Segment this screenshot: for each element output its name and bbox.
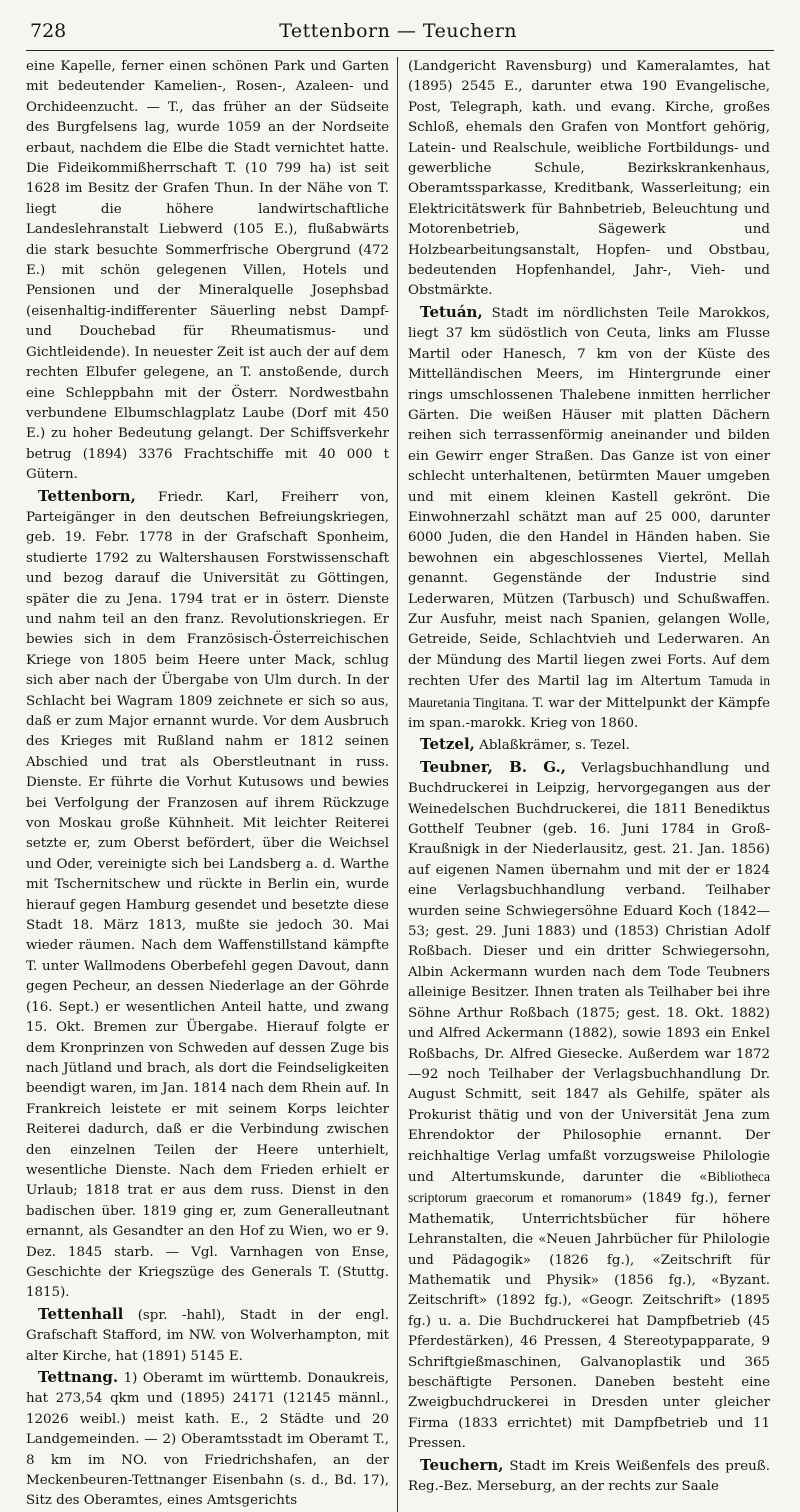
entry-body: » (1849 fg.), ferner Mathematik, Unterrichtsbücher für höhere Lehranstalten, die «Neuen Jahrbücher für Philologie und Pädagogik» (1826 fg.), «Zeitschrift für Mathematik und Physik» (1856 fg.), «Byzant. Zeitschrift» (1892 fg.), «Geogr. Zeitschrift» (1895 fg.) u. a. Die Buchdruckerei hat Dampfbetrieb (45 Pferdestärken), 46 Pressen, 4 Stereotypapparate, 9 Schriftgießmaschinen, Galvanoplastik und 365 beschäftigte Personen. Daneben besteht eine Zweigbuchdruckerei in Dresden unter gleicher Firma (1833 errichtet) mit Dampfbetrieb und 11 Pressen. (408, 1191, 770, 1452)
entry-body: Stadt im Kreis Weißenfels des preuß. Reg.-Bez. Merseburg, an der rechts zur Saale (408, 1458, 770, 1495)
headword-tettnang: Tettnang. (38, 1368, 119, 1386)
headword-tettenborn: Tettenborn, (38, 486, 136, 505)
entry-teuchern (408, 1455, 770, 1498)
entry-tettenborn (26, 486, 389, 1304)
entry-teubner (408, 757, 770, 1455)
entry-body: 1) Oberamt im württemb. Donaukreis, hat 273,54 qkm und (1895) 24171 (12145 männl., 12026 weibl.) meist kath. E., 2 Städte und 20 Landgemeinden. — 2) Oberamtsstadt im Oberamt T., 8 km im NO. von Friedrichshafen, an der Meckenbeuren-Tettnanger Eisenbahn (s. d., Bd. 17), Sitz des Oberamtes, eines Amtsgerichts (26, 1371, 389, 1509)
entry-tettenhall (26, 1304, 389, 1367)
entry-continuation: eine Kapelle, ferner einen schönen Park und Garten mit bedeutender Kamelien-, Rosen-, Azaleen- und Orchideenzucht. — T., das früher an der Südseite des Burgfelsens lag, wurde 1059 an der Nordseite erbaut, nachdem die Elbe die Stadt vernichtet hatte. Die Fideikommißherrschaft T. (10 799 ha) ist seit 1628 im Besitz der Grafen Thun. In der Nähe von T. liegt die höhere landwirtschaftliche Landeslehranstalt Liebwerd (105 E.), flußabwärts die stark besuchte Sommerfrische Obergrund (472 E.) mit schön gelegenen Villen, Hotels und Pensionen und der Mineralquelle Josephsbad (eisenhaltig-indifferenter Säuerling nebst Dampf- und Douchebad für Rheumatismus- und Gichtleidende). In neuester Zeit ist auch der auf dem rechten Elbufer gelegene, an T. anstoßende, durch eine Schleppbahn mit der Österr. Nordwestbahn verbundene Elbumschlagplatz Laube (Dorf mit 450 E.) zu hoher Bedeutung gelangt. Der Schiffsverkehr betrug (1894) 3376 Frachtschiffe mit 40 000 t Gütern. (26, 59, 389, 483)
entry-continuation: (Landgericht Ravensburg) und Kameralamtes, hat (1895) 2545 E., darunter etwa 190 Evangelische, Post, Telegraph, kath. und evang. Kirche, großes Schloß, ehemals den Grafen von Montfort gehörig, Latein- und Realschule, weibliche Fortbildungs- und gewerbliche Schule, Bezirkskrankenhaus, Oberamtssparkasse, Kreditbank, Wasserleitung; ein Elektricitätswerk für Bahnbetrieb, Beleuchtung und Motorenbetrieb, Sägewerk und Holzbearbeitungsanstalt, Hopfen- und Obstbau, bedeutenden Hopfenhandel, Jahr-, Vieh- und Obstmärkte. (408, 59, 770, 299)
left-column (26, 57, 398, 1512)
entry-body: (spr. -hahl), Stadt in der engl. Grafschaft Stafford, im NW. von Wolverhampton, mit alter Kirche, hat (1891) 5145 E. (26, 1307, 389, 1364)
headword-teuchern: Teuchern, (420, 1455, 504, 1474)
page-number: 728 (30, 20, 67, 42)
entry-body: Friedr. Karl, Freiherr von, Parteigänger in den deutschen Befreiungskriegen, geb. 19. Febr. 1778 in der Grafschaft Sponheim, studierte 1792 zu Waltershausen Forstwissenschaft und bezog darauf die Universität zu Göttingen, später die zu Jena. 1794 trat er in österr. Dienste und nahm teil an den franz. Revolutionskriegen. Er bewies sich in dem Französisch-Österreichischen Kriege von 1805 beim Heere unter Mack, schlug sich aber nach der Übergabe von Ulm durch. In der Schlacht bei Wagram 1809 zeichnete er sich so aus, daß er zum Major ernannt wurde. Vor dem Ausbruch des Krieges mit Rußland nahm er 1812 seinen Abschied und trat als Oberstleutnant in russ. Dienste. Er führte die Vorhut Kutusows und bewies bei Verfolgung der Franzosen auf ihrem Rückzuge von Moskau große Kühnheit. Mit leichter Reiterei setzte er, zum Oberst befördert, über die Weichsel und Oder, vereinigte sich bei Landsberg a. d. Warthe mit Tschernitschew und rückte in Berlin ein, wurde hierauf gegen Hamburg gesendet und besetzte diese Stadt 18. März 1813, mußte sie jedoch 30. Mai wieder räumen. Nach dem Waffenstillstand kämpfte T. unter Wallmodens Oberbefehl gegen Davout, dann gegen Pecheur, an dessen Niederlage an der Göhrde (16. Sept.) er wesentlichen Anteil hatte, und zwang 15. Okt. Bremen zur Übergabe. Hierauf folgte er dem Kronprinzen von Schweden auf dessen Zuge bis nach Jütland und brach, als dort die Feindseligkeiten beendigt waren, im Jan. 1814 nach dem Rhein auf. In Frankreich leistete er mit seinem Korps leichter Reiterei dadurch, daß er die Verbindung zwischen den einzelnen Teilen der Heere unterhielt, wesentliche Dienste. Nach dem Frieden erhielt er Urlaub; 1818 trat er aus dem russ. Dienst in den badischen über. 1819 ging er, zum Generalleutnant ernannt, als Gesandter an den Hof zu Wien, wo er 9. Dez. 1845 starb. — Vgl. Varnhagen von Ense, Geschichte der Kriegszüge des Generals T. (Stuttg. 1815). (26, 489, 389, 1301)
columns (26, 57, 774, 1512)
page-header (26, 14, 774, 51)
headword-tetuan: Tetuán, (420, 302, 483, 321)
entry-body: T. war der Mittelpunkt der Kämpfe im span.-marokk. Krieg von 1860. (408, 695, 770, 731)
entry-body: Verlagsbuchhandlung und Buchdruckerei in Leipzig, hervorgegangen aus der Weinedelschen Buchdruckerei, die 1811 Benediktus Gotthelf Teubner (geb. 16. Juni 1784 in Groß-Kraußnigk in der Niederlausitz, gest. 21. Jan. 1856) auf eigenen Namen übernahm und mit der er 1824 eine Verlagsbuchhandlung verband. Teilhaber wurden seine Schwiegersöhne Eduard Koch (1842—53; gest. 29. Juni 1883) und (1853) Christian Adolf Roßbach. Dieser und ein dritter Schwiegersohn, Albin Ackermann wurden nach dem Tode Teubners alleinige Besitzer. Ihnen traten als Teilhaber bei ihre Söhne Arthur Roßbach (1875; gest. 18. Okt. 1882) und Alfred Ackermann (1882), sowie 1893 ein Enkel Roßbachs, Dr. Alfred Giesecke. Außerdem war 1872—92 noch Teilhaber der Verlagsbuchhandlung Dr. August Schmitt, seit 1847 als Gehilfe, später als Prokurist thätig und von der Universität Jena zum Ehrendoktor der Philosophie ernannt. Der reichhaltige Verlag umfaßt vorzugsweise Philologie und Altertumskunde, darunter die « (408, 760, 770, 1185)
latin-text: Tamuda in Mauretania Tingitana. (408, 673, 771, 710)
headword-tetzel: Tetzel, (420, 735, 475, 754)
headword-teubner: Teubner, B. G., (420, 757, 566, 776)
entry-body: Stadt im nördlichsten Teile Marokkos, liegt 37 km südöstlich von Ceuta, links am Flusse Martil oder Hanesch, 7 km von der Küste des Mittelländischen Meers, im Hintergrunde einer rings umschlossenen Thalebene inmitten herrlicher Gärten. Die weißen Häuser mit platten Dächern reihen sich terrassenförmig aneinander und bilden ein Gewirr enger Straßen. Das Ganze ist von einer schlecht unterhaltenen, betürmten Mauer umgeben und mit einem kleinen Kastell gekrönt. Die Einwohnerzahl schätzt man auf 25 000, darunter 6000 Juden, die den Handel in Händen haben. Sie bewohnen ein abgeschlossenes Viertel, Mellah genannt. Gegenstände der Industrie sind Lederwaren, Mützen (Tarbusch) und Schußwaffen. Zur Ausfuhr, meist nach Spanien, gelangen Wolle, Getreide, Seide, Schlachtvieh und Lederwaren. An der Mündung des Martil liegen zwei Forts. Auf dem rechten Ufer des Martil lag im Altertum (408, 305, 770, 690)
entry-tetuan (408, 302, 770, 735)
right-column (398, 57, 770, 1512)
entry-tetzel (408, 734, 770, 756)
entry-tettnang (26, 1367, 389, 1512)
running-head: Tettenborn — Teuchern (279, 20, 518, 42)
latin-text: Bibliotheca scriptorum graecorum et romanorum (408, 1168, 770, 1206)
entry-body: Ablaßkrämer, s. Tezel. (479, 738, 630, 754)
headword-tettenhall: Tettenhall (38, 1304, 124, 1323)
